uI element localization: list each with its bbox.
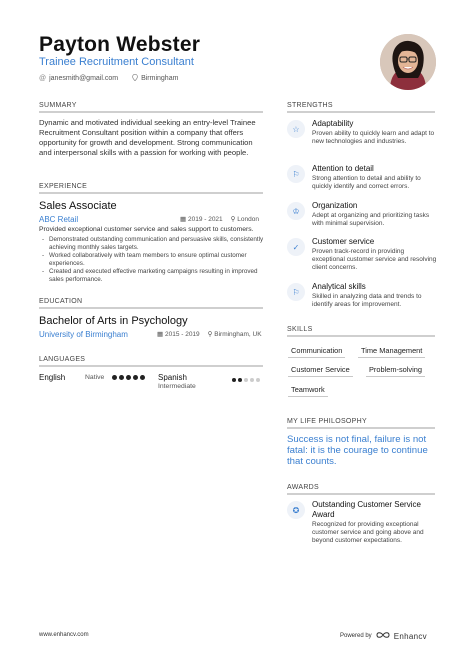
check-icon: ✓ — [287, 238, 305, 256]
language-name: Spanish — [158, 373, 187, 382]
job-bullet: - Worked collaboratively with team members to ensure optimal customer experiences. — [42, 252, 264, 268]
strength-title: Adaptability — [312, 119, 354, 128]
job-description: Provided exceptional customer service and sales support to customers. — [39, 226, 254, 233]
edu-location — [208, 330, 262, 338]
rating-dot — [126, 375, 131, 380]
trophy-icon: ♔ — [287, 202, 305, 220]
edu-location-text: Birmingham, UK — [214, 331, 262, 338]
rating-dot — [256, 378, 260, 382]
awards-heading: AWARDS — [287, 484, 320, 491]
languages-divider — [39, 365, 263, 367]
skill-tag: Teamwork — [288, 383, 328, 397]
flag-icon: ⚐ — [287, 165, 305, 183]
flag-icon: ⚐ — [287, 283, 305, 301]
job-dates-text: 2019 - 2021 — [187, 216, 223, 223]
location-pin-icon: ⚲ — [207, 331, 213, 338]
award-desc: Recognized for providing exceptional customer service and going above and beyond customer expectations. — [312, 521, 424, 544]
enhancv-logo-icon — [376, 631, 390, 641]
job-title: Sales Associate — [39, 200, 117, 212]
brand-name: Enhancv — [393, 631, 427, 641]
summary-heading: SUMMARY — [39, 102, 77, 109]
strength-title: Analytical skills — [312, 282, 366, 291]
strengths-divider — [287, 111, 435, 113]
skill-tag: Problem-solving — [366, 363, 425, 377]
location-item — [132, 74, 178, 83]
language-name: English — [39, 373, 66, 382]
award-icon: ✪ — [287, 501, 305, 519]
rating-dot — [140, 375, 145, 380]
strength-desc: Proven track-record in providing exceptional customer service and resolving client concerns. — [312, 248, 437, 271]
star-icon: ☆ — [287, 120, 305, 138]
skills-divider — [287, 335, 435, 337]
email-item[interactable] — [39, 74, 118, 83]
location-pin-icon: ⚲ — [230, 216, 236, 223]
calendar-icon: ▦ — [180, 216, 187, 223]
philosophy-heading: MY LIFE PHILOSOPHY — [287, 418, 367, 425]
rating-dot — [119, 375, 124, 380]
rating-dot — [112, 375, 117, 380]
profile-photo — [380, 34, 436, 90]
job-bullet: - Created and executed effective marketing campaigns resulting in improved sales performance. — [42, 268, 264, 284]
contact-row — [39, 74, 178, 83]
language-level: Native — [85, 374, 105, 381]
job-bullets — [42, 236, 264, 284]
powered-by-label: Powered by — [340, 633, 372, 639]
rating-dot — [133, 375, 138, 380]
skill-tag: Customer Service — [288, 363, 353, 377]
summary-text: Dynamic and motivated individual seeking an entry-level Trainee Recruitment Consultant position within a company that offers opportunity for growth and development. Strong communication and interpersonal skills with a passion for working with people. — [39, 118, 256, 157]
language-rating — [232, 378, 260, 382]
job-location — [231, 215, 259, 223]
edu-dates — [157, 330, 200, 338]
rating-dot — [244, 378, 248, 382]
philosophy-quote: Success is not final, failure is not fatal: it is the courage to continue that counts. — [287, 434, 428, 467]
degree-title: Bachelor of Arts in Psychology — [39, 315, 188, 327]
rating-dot — [232, 378, 236, 382]
skill-tag: Communication — [288, 344, 345, 358]
strength-desc: Strong attention to detail and ability to quickly identify and correct errors. — [312, 175, 421, 190]
strength-desc: Skilled in analyzing data and trends to identify areas for improvement. — [312, 293, 422, 308]
language-level: Intermediate — [158, 383, 196, 390]
edu-dates-text: 2015 - 2019 — [164, 331, 200, 338]
strength-desc: Adept at organizing and prioritizing tasks with minimal supervision. — [312, 212, 430, 227]
candidate-name: Payton Webster — [39, 33, 201, 56]
calendar-icon: ▦ — [157, 331, 164, 338]
language-rating — [112, 375, 145, 380]
skills-heading: SKILLS — [287, 326, 313, 333]
job-meta — [180, 215, 259, 223]
award-title: Outstanding Customer Service Award — [312, 500, 421, 519]
experience-divider — [39, 192, 263, 194]
skill-tag: Time Management — [358, 344, 425, 358]
education-divider — [39, 307, 263, 309]
experience-heading: EXPERIENCE — [39, 183, 88, 190]
school-name: University of Birmingham — [39, 330, 128, 339]
strength-title: Organization — [312, 201, 358, 210]
job-location-text: London — [237, 216, 259, 223]
strength-title: Customer service — [312, 237, 375, 246]
strengths-heading: STRENGTHS — [287, 102, 333, 109]
job-dates — [180, 215, 223, 223]
job-bullet: - Demonstrated outstanding communication and persuasive skills, consistently achieving monthly sales targets. — [42, 236, 264, 252]
at-icon: @ — [39, 75, 47, 82]
email-text: janesmith@gmail.com — [49, 75, 119, 82]
location-text: Birmingham — [141, 75, 179, 82]
education-heading: EDUCATION — [39, 298, 83, 305]
location-pin-icon — [132, 74, 138, 83]
powered-by — [340, 631, 427, 641]
rating-dot — [238, 378, 242, 382]
candidate-role: Trainee Recruitment Consultant — [39, 56, 194, 68]
philosophy-divider — [287, 427, 435, 429]
strength-desc: Proven ability to quickly learn and adapt to new technologies and industries. — [312, 130, 435, 145]
footer-url[interactable]: www.enhancv.com — [39, 632, 89, 638]
strength-title: Attention to detail — [312, 164, 374, 173]
awards-divider — [287, 493, 435, 495]
company-name: ABC Retail — [39, 215, 79, 224]
rating-dot — [250, 378, 254, 382]
languages-heading: LANGUAGES — [39, 356, 86, 363]
summary-divider — [39, 111, 263, 113]
education-meta — [157, 330, 262, 338]
